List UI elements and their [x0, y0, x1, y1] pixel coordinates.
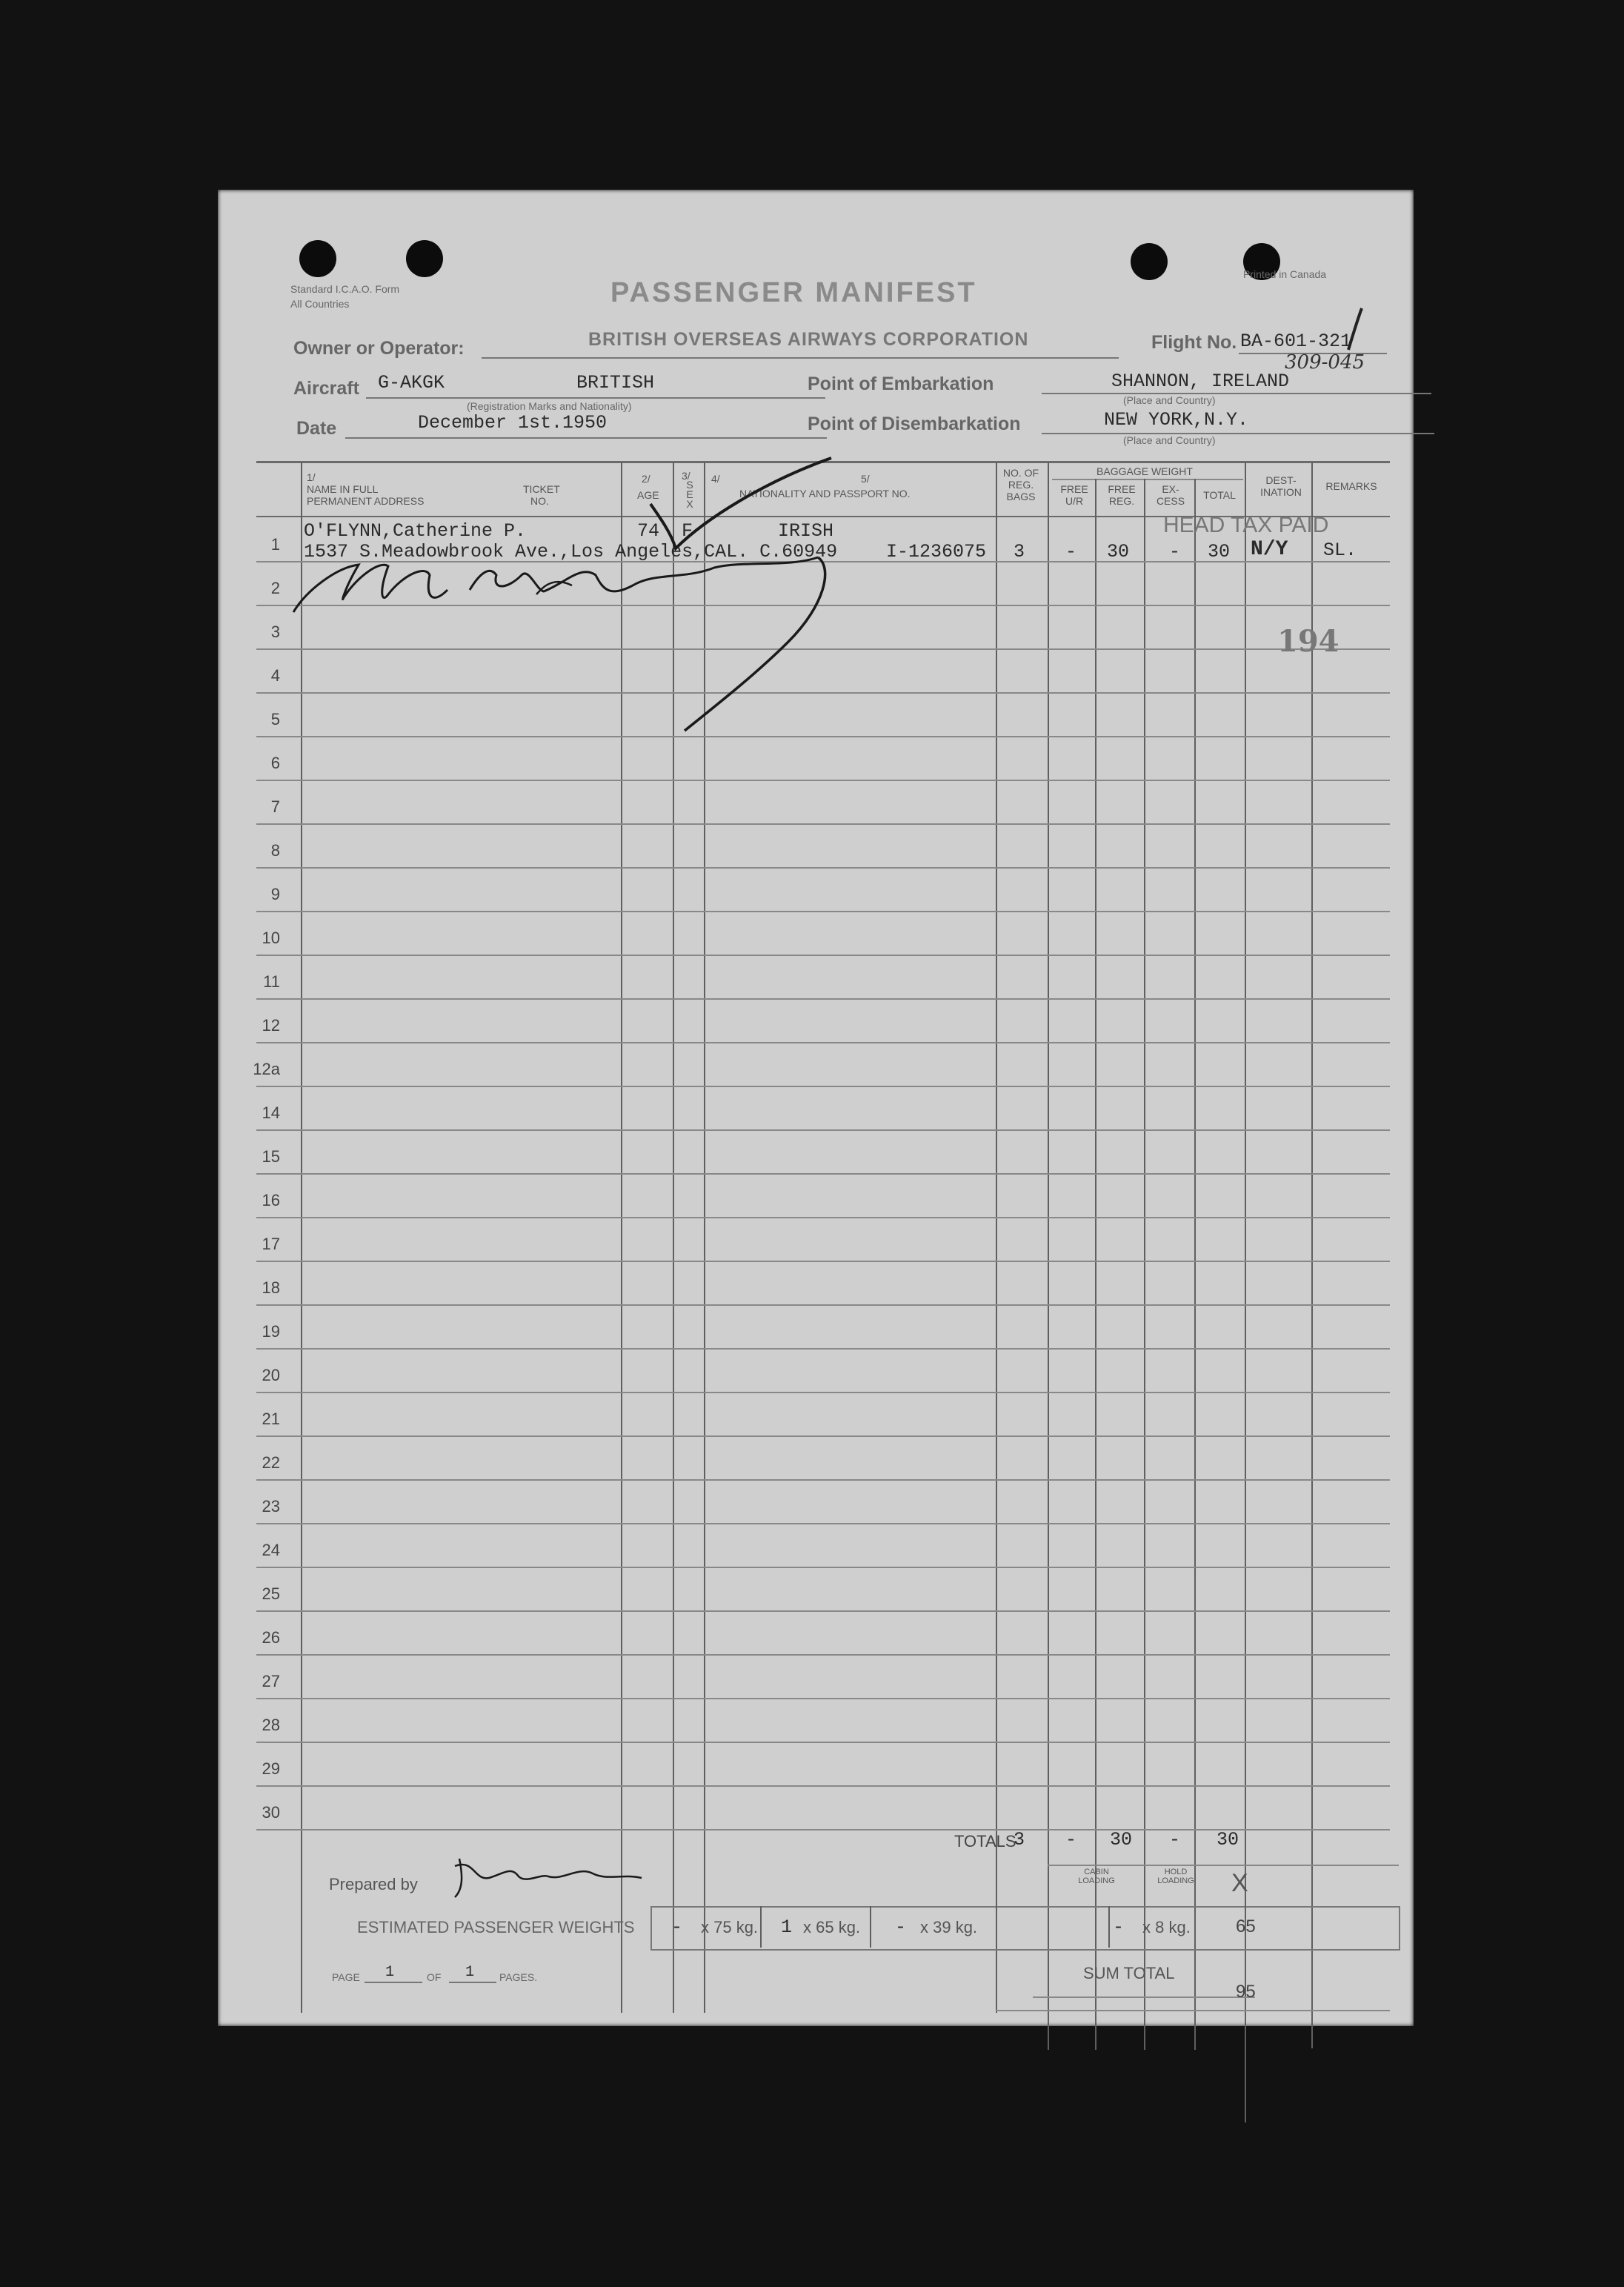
weights-box: [650, 1906, 1400, 1951]
table-row-line: [256, 1479, 1390, 1481]
totals-total: 30: [1217, 1829, 1239, 1850]
col-age-number: 2/: [642, 473, 650, 485]
table-row-line: [256, 1217, 1390, 1218]
punch-hole: [299, 240, 336, 277]
disembark-label: Point of Disembarkation: [808, 414, 1021, 434]
aircraft-caption: (Registration Marks and Nationality): [467, 400, 632, 412]
flight-value: BA-601-321: [1240, 331, 1352, 352]
owner-underline: [482, 357, 1119, 359]
table-row-line: [256, 1785, 1390, 1787]
row-number: 2: [270, 579, 280, 597]
col-sex-number: 3/: [682, 470, 690, 482]
date-underline: [345, 437, 827, 439]
table-row-line: [256, 955, 1390, 956]
row-number: 4: [270, 666, 280, 685]
table-row-line: [256, 1567, 1390, 1568]
passenger-excess: -: [1169, 541, 1181, 562]
row-number: 8: [270, 841, 280, 860]
table-row-line: [256, 1261, 1390, 1262]
embark-value: SHANNON, IRELAND: [1111, 371, 1290, 392]
row-number: 20: [262, 1366, 280, 1384]
col-name-number: 1/: [307, 471, 316, 483]
row-number: 18: [262, 1278, 280, 1297]
col-line: [996, 462, 997, 2013]
col-ticket-line1: TICKET: [523, 483, 560, 495]
cabin-loading-2: LOADING: [1078, 1876, 1115, 1885]
col-line: [1194, 479, 1196, 2050]
row-number: 23: [262, 1497, 280, 1516]
form-standard-line1: Standard I.C.A.O. Form: [290, 283, 400, 295]
row-number: 26: [262, 1628, 280, 1647]
table-row-line: [256, 911, 1390, 912]
page-label: PAGE: [332, 1971, 360, 1983]
weight-65-count: 1: [781, 1916, 793, 1938]
page-value: 1: [385, 1964, 395, 1981]
date-label: Date: [296, 418, 337, 439]
table-row-line: [256, 1742, 1390, 1743]
passenger-sex: F: [682, 520, 693, 542]
row-number: 22: [262, 1453, 280, 1472]
weights-divider: [996, 1906, 997, 1948]
row-number: 16: [262, 1191, 280, 1209]
table-row-line: [256, 1435, 1390, 1437]
owner-value: BRITISH OVERSEAS AIRWAYS CORPORATION: [588, 329, 1029, 350]
col-name-line1: NAME IN FULL: [307, 483, 379, 495]
baggage-subheader-divider: [1052, 479, 1243, 480]
passenger-free-reg: 30: [1107, 541, 1130, 562]
totals-label: TOTALS: [954, 1832, 1016, 1850]
aircraft-nationality: BRITISH: [576, 372, 655, 394]
row-number: 15: [262, 1147, 280, 1166]
col-free-reg-1: FREE: [1108, 483, 1136, 495]
totals-free-ur: -: [1065, 1829, 1077, 1850]
passenger-destination: N/Y: [1251, 538, 1288, 561]
col-line: [1311, 462, 1313, 2048]
table-row-line: [256, 1304, 1390, 1306]
date-value: December 1st.1950: [418, 412, 608, 434]
aircraft-underline: [366, 397, 825, 399]
col-name-line2: PERMANENT ADDRESS: [307, 495, 425, 507]
aircraft-reg: G-AKGK: [378, 372, 445, 394]
row-number: 24: [262, 1541, 280, 1559]
table-row-line: [256, 1173, 1390, 1175]
table-row-line: [256, 1610, 1390, 1612]
col-remarks: REMARKS: [1325, 480, 1377, 492]
row-number: 7: [270, 797, 280, 816]
totals-excess: -: [1169, 1829, 1181, 1850]
row-number: 11: [263, 972, 280, 991]
weight-39-label: x 39 kg.: [920, 1918, 978, 1936]
col-baggage-weight: BAGGAGE WEIGHT: [1096, 465, 1193, 477]
row-number: 27: [262, 1672, 280, 1690]
weight-total: 65: [1236, 1916, 1256, 1936]
disembark-underline: [1042, 433, 1434, 434]
totals-bags: 3: [1014, 1829, 1025, 1850]
col-free-ur-2: U/R: [1065, 495, 1084, 507]
of-underline: [449, 1982, 496, 1983]
embark-label: Point of Embarkation: [808, 374, 994, 394]
table-row-line: [256, 780, 1390, 781]
table-row-line: [256, 1698, 1390, 1699]
sum-total-value: 95: [1236, 1982, 1256, 2002]
weights-divider: [1108, 1906, 1110, 1948]
totals-top-line: [996, 2010, 1390, 2011]
row-number: 30: [262, 1803, 280, 1822]
passenger-bags: 3: [1014, 541, 1025, 562]
weight-8-label: x 8 kg.: [1142, 1918, 1191, 1936]
table-row-line: [256, 998, 1390, 1000]
row-number: 14: [262, 1103, 280, 1122]
weight-65-label: x 65 kg.: [803, 1918, 861, 1936]
embark-caption: (Place and Country): [1123, 394, 1216, 406]
row-number: 17: [262, 1235, 280, 1253]
passenger-free-ur: -: [1065, 541, 1077, 562]
table-row-line: [256, 1042, 1390, 1043]
row-number: 5: [270, 710, 280, 728]
col-excess-1: EX-: [1162, 483, 1179, 495]
row-number: 1: [270, 535, 280, 554]
head-tax-stamp: HEAD TAX PAID: [1163, 513, 1329, 537]
passenger-nationality: IRISH: [778, 520, 834, 542]
row-number: 12: [262, 1016, 280, 1035]
weights-divider: [870, 1906, 871, 1948]
prepared-by-label: Prepared by: [329, 1875, 418, 1893]
col-bags-line2: REG.: [1008, 479, 1034, 491]
table-row-line: [256, 867, 1390, 869]
passenger-passport: I-1236075: [886, 541, 987, 562]
preparer-signature-icon: [445, 1844, 652, 1903]
totals-bottom-line: [1048, 1865, 1399, 1866]
weights-divider: [760, 1906, 762, 1948]
totals-free-reg: 30: [1110, 1829, 1133, 1850]
printed-in-canada: Printed in Canada: [1243, 268, 1327, 280]
flight-label: Flight No.: [1151, 332, 1237, 353]
col-total: TOTAL: [1203, 489, 1236, 501]
hold-loading-1: HOLD: [1164, 1868, 1188, 1876]
col-bags-line3: BAGS: [1006, 491, 1036, 502]
passenger-address: 1537 S.Meadowbrook Ave.,Los Angeles,CAL. C.60949: [304, 541, 838, 562]
row-number: 6: [270, 754, 280, 772]
col-free-reg-2: REG.: [1108, 495, 1135, 507]
of-value: 1: [465, 1964, 475, 1981]
passenger-remarks: SL.: [1323, 540, 1357, 561]
cabin-loading-1: CABIN: [1084, 1868, 1109, 1876]
table-row-line: [256, 1392, 1390, 1393]
row-number: 3: [270, 623, 280, 641]
col-nationality: NATIONALITY AND PASSPORT NO.: [739, 488, 911, 499]
punch-hole: [406, 240, 443, 277]
table-row-line: [256, 1523, 1390, 1524]
passenger-age: 74: [637, 520, 660, 542]
row-number: 9: [270, 885, 280, 903]
disembark-caption: (Place and Country): [1123, 434, 1216, 446]
row-number: 10: [262, 929, 280, 947]
of-label: OF: [427, 1971, 442, 1983]
sum-total-label: SUM TOTAL: [1083, 1964, 1175, 1982]
embark-underline: [1042, 393, 1431, 394]
manifest-sheet: [218, 190, 1414, 2026]
table-row-line: [256, 1348, 1390, 1350]
row-number: 25: [262, 1584, 280, 1603]
col-line: [1095, 479, 1096, 2050]
col-passport-number: 5/: [861, 473, 870, 485]
table-row-line: [256, 1654, 1390, 1656]
punch-hole: [1131, 243, 1168, 280]
number-stamp: 194: [1277, 624, 1340, 659]
row-number: 28: [262, 1716, 280, 1734]
table-row-line: [256, 1086, 1390, 1087]
row-number: 19: [262, 1322, 280, 1341]
table-row-line: [256, 823, 1390, 825]
weight-39-count: -: [895, 1916, 907, 1938]
page-underline: [365, 1982, 422, 1983]
signature-scrawl-icon: [284, 545, 996, 753]
weight-8-count: -: [1113, 1916, 1125, 1938]
col-bags-line1: NO. OF: [1002, 467, 1039, 479]
hold-loading-2: LOADING: [1157, 1876, 1194, 1885]
row-number: 29: [262, 1759, 280, 1778]
col-excess-2: CESS: [1156, 495, 1185, 507]
flight-checkmark-icon: [1345, 305, 1365, 353]
weight-75-label: x 75 kg.: [701, 1918, 759, 1936]
col-line: [1048, 462, 1049, 2050]
form-standard-line2: All Countries: [290, 298, 350, 310]
col-age: AGE: [637, 489, 659, 501]
pages-label: PAGES.: [499, 1971, 538, 1983]
col-ticket-line2: NO.: [530, 495, 549, 507]
flight-handwritten: 309-045: [1285, 351, 1365, 374]
col-destination-1: DEST-: [1265, 474, 1297, 486]
table-row-line: [256, 1129, 1390, 1131]
col-free-ur-1: FREE: [1060, 483, 1088, 495]
estimated-weights-label: ESTIMATED PASSENGER WEIGHTS: [357, 1918, 635, 1936]
totals-mark: X: [1231, 1869, 1248, 1897]
disembark-value: NEW YORK,N.Y.: [1104, 409, 1249, 431]
passenger-total: 30: [1208, 541, 1231, 562]
aircraft-label: Aircraft: [293, 378, 359, 399]
page-title: PASSENGER MANIFEST: [610, 277, 977, 308]
col-destination-2: INATION: [1260, 486, 1302, 498]
col-sex: SEX: [686, 479, 693, 510]
row-number: 21: [262, 1410, 280, 1428]
owner-label: Owner or Operator:: [293, 338, 465, 359]
col-nationality-number: 4/: [711, 473, 720, 485]
checkmark-icon: [646, 452, 839, 563]
col-line: [1144, 479, 1145, 2050]
weight-75-count: -: [671, 1916, 683, 1938]
row-number: 12a: [253, 1060, 280, 1078]
passenger-name: O'FLYNN,Catherine P.: [304, 520, 527, 542]
sum-total-line: [1033, 1996, 1255, 1998]
